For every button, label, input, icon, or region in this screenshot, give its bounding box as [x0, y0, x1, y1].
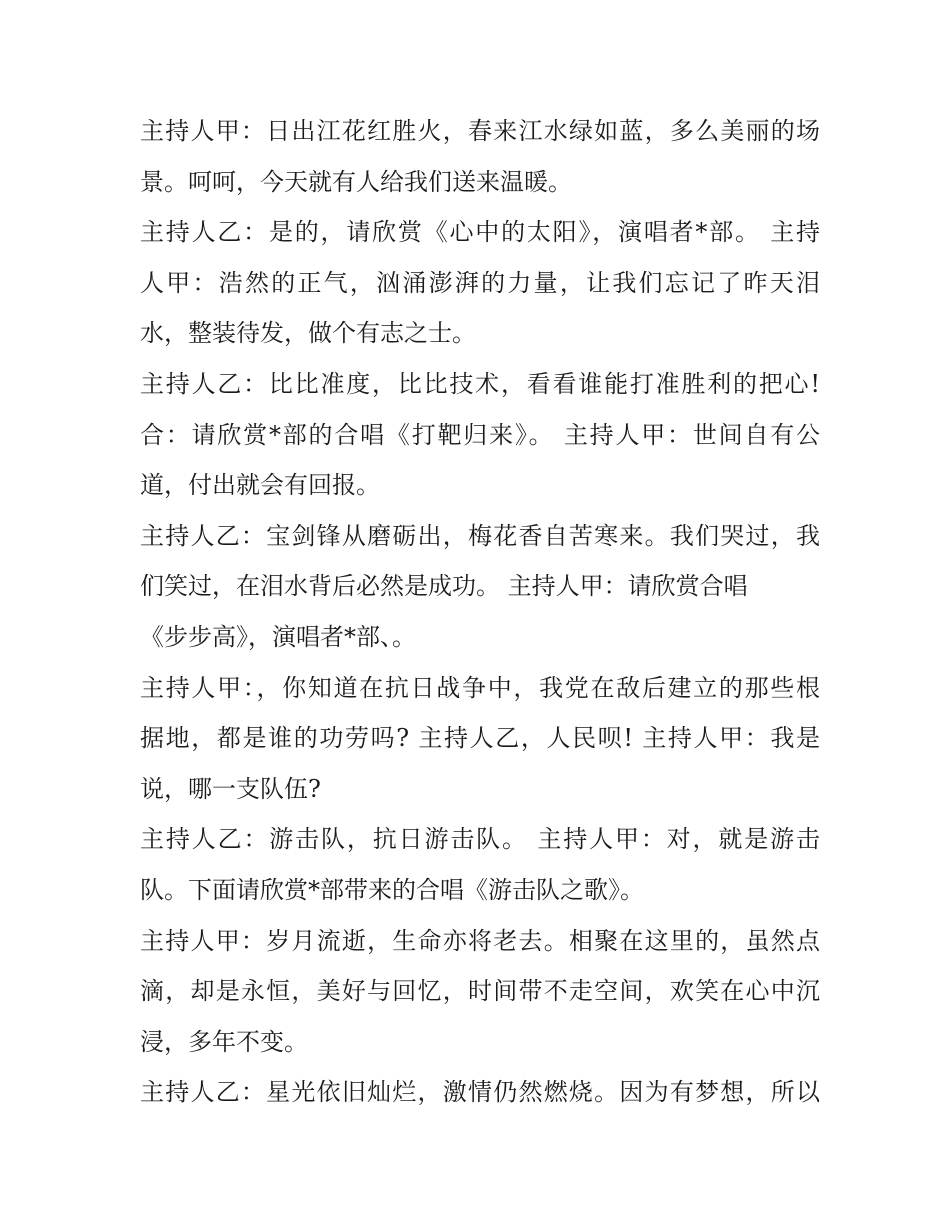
text-line: 合：请欣赏*部的合唱《打靶归来》。 主持人甲：世间自有公: [140, 420, 820, 449]
text-line: 主持人乙：是的，请欣赏《心中的太阳》，演唱者*部。 主持: [140, 218, 820, 247]
text-line: 主持人乙：星光依旧灿烂，激情仍然燃烧。因为有梦想，所以: [140, 1078, 820, 1107]
text-line: 《步步高》，演唱者*部、。: [140, 622, 416, 651]
text-line: 道，付出就会有回报。: [140, 471, 380, 500]
text-line: 景。呵呵，今天就有人给我们送来温暖。: [140, 167, 572, 196]
script-text-block: [140, 106, 820, 1118]
text-line: 主持人乙：游击队，抗日游击队。 主持人甲：对，就是游击: [140, 825, 820, 854]
text-line: 滴，却是永恒，美好与回忆，时间带不走空间，欢笑在心中沉: [140, 977, 820, 1006]
text-line: 主持人甲：岁月流逝，生命亦将老去。相聚在这里的，虽然点: [140, 926, 820, 955]
text-line: 队。下面请欣赏*部带来的合唱《游击队之歌》。: [140, 875, 644, 904]
text-line: 说，哪一支队伍?: [140, 774, 321, 803]
text-line: 主持人甲：日出江花红胜火，春来江水绿如蓝，多么美丽的场: [140, 117, 820, 145]
text-line: 主持人乙：比比准度，比比技术，看看谁能打准胜利的把心!: [140, 369, 820, 398]
text-line: 水，整装待发，做个有志之士。: [140, 319, 476, 348]
text-line: 主持人甲：，你知道在抗日战争中，我党在敌后建立的那些根: [140, 673, 820, 702]
text-line: 浸，多年不变。: [140, 1027, 308, 1056]
text-line: 据地，都是谁的功劳吗? 主持人乙，人民呗! 主持人甲：我是: [140, 724, 820, 753]
text-line: 们笑过，在泪水背后必然是成功。 主持人甲：请欣赏合唱: [140, 572, 748, 601]
text-line: 主持人乙：宝剑锋从磨砺出，梅花香自苦寒来。我们哭过，我: [140, 521, 820, 550]
text-line: 人甲：浩然的正气，汹涌澎湃的力量，让我们忘记了昨天泪: [140, 268, 820, 297]
